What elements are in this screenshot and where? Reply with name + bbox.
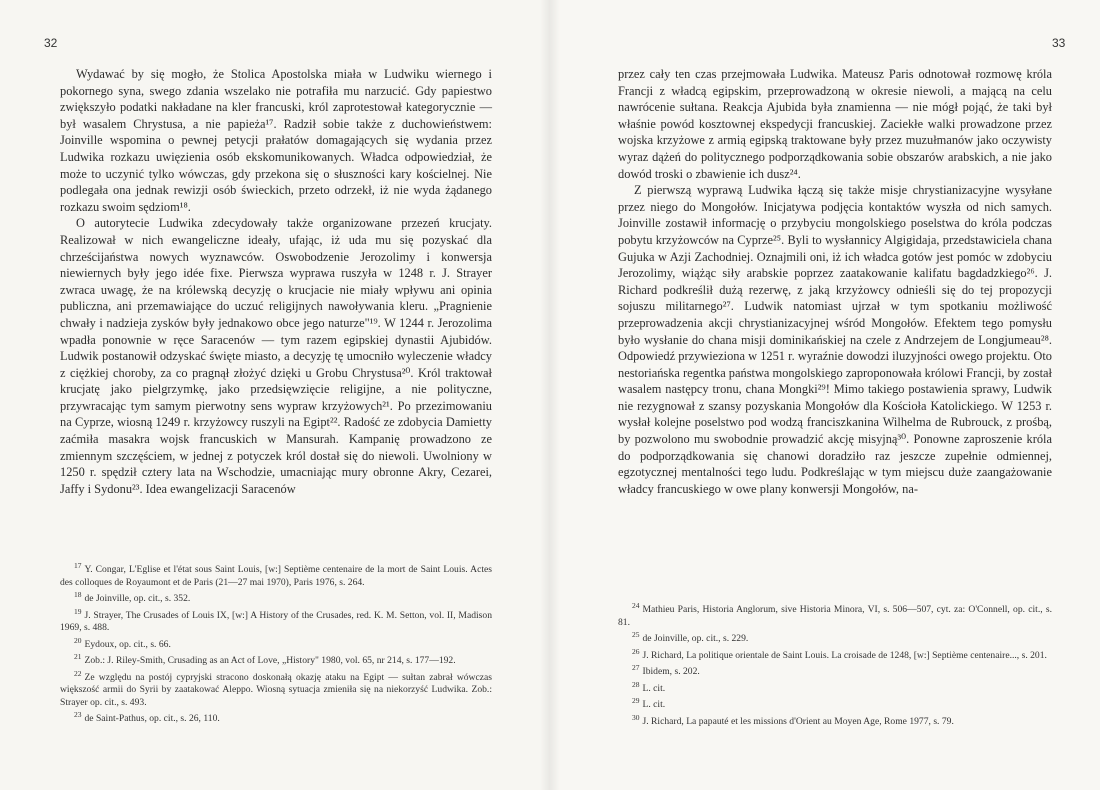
footnote: $^{21}$ Zob.: J. Riley-Smith, Crusading as an Act of Love, „History" 1980, vol. 65, nr 214, s. 177—192. [74, 652, 456, 667]
footnote: $^{30}$ J. Richard, La papauté et les missions d'Orient au Moyen Age, Rome 1977, s. 79. [632, 712, 954, 728]
footnote: $^{20}$ Eydoux, op. cit., s. 66. [74, 635, 171, 650]
page-number: 32 [44, 36, 58, 50]
footnote: $^{25}$ de Joinville, op. cit., s. 229. [632, 630, 749, 645]
footnote: $^{24}$ Mathieu Paris, Historia Anglorum, sive Historia Minora, VI, s. 506—507, cyt. za: O'Connell, op. cit., s. 81. [618, 601, 1052, 628]
footnote: $^{17}$ Y. Congar, L'Eglise et l'état sous Saint Louis, [w:] Septième centenaire de la mort de Saint Louis. Actes des colloques de Royaumont et de Paris (21—27 mai 1970), Paris 1976, s. 264. [60, 561, 492, 588]
paragraph: przez cały ten czas przejmowała Ludwika. Mateusz Paris odnotował rozmowę króla Francji z władcą egipskim, przeprowadzoną w okresie niewoli, a mającą na celu nawrócenie sułtana. Reakcja Ajubida była znamienna — nie mógł pojąć, że taki był właśnie powód kosztownej ekspedycji francuskiej. Zaciekłe walki prowadzone przez wojska krzyżowe z armią egipską traktowane były przez muzułmanów jako oczywisty wyraz dążeń do politycznego podporządkowania sobie obszarów arabskich, a nie jako dowód troski o zbawienie ich dusz²⁴. [618, 67, 1052, 181]
page-number: 33 [1052, 36, 1066, 50]
paragraph: Wydawać by się mogło, że Stolica Apostolska miała w Ludwiku wiernego i pokornego syna, swego zdania wszelako nie potrafiła mu narzucić. Gdy papiestwo zwiększyło podatki nakładane na kler francuski, król zaprotestował kategorycznie — był wasalem Chrystusa, a nie papieża¹⁷. Radził sobie także z duchowieństwem: Joinville wspomina o pewnej petycji prałatów domagających się wydania przez Ludwika rozkazu uwięzienia osób ekskomunikowanych. Władca odpowiedział, że może to uczynić tylko wówczas, gdy przekona się o słuszności kary kościelnej. Nie podlegała ona jednak rewizji osób świeckich, przeto odrzekł, iż nie wyda żądanego rozkazu swoim sędziom¹⁸. [60, 67, 492, 214]
main-text [60, 66, 492, 497]
footnote: $^{19}$ J. Strayer, The Crusades of Louis IX, [w:] A History of the Crusades, red. K. M. Setton, vol. II, Madison 1969, s. 488. [60, 606, 492, 634]
footnote: $^{27}$ Ibidem, s. 202. [632, 663, 700, 678]
footnote: $^{23}$ de Saint-Pathus, op. cit., s. 26, 110. [74, 710, 220, 725]
footnote: $^{22}$ Ze względu na postój cypryjski stracono doskonałą okazję ataku na Egipt — sułtan zabrał wówczas większość armii do Syrii by zaatakować Aleppo. Wiosną sytuacja zmieniła się na niekorzyść Ludwika. Zob.: Strayer op. cit., s. 493. [60, 668, 492, 708]
book-gutter [540, 0, 560, 790]
footnote: $^{29}$ L. cit. [632, 696, 666, 711]
main-text [618, 66, 1052, 497]
paragraph: Z pierwszą wyprawą Ludwika łączą się także misje chrystianizacyjne wysyłane przez niego do Mongołów. Inicjatywa podjęcia kontaktów wyszła od nich samych. Joinville zostawił informację o przybyciu mongolskiego poselstwa do króla podczas pobytu krzyżowców na Cyprze²⁵. Byli to wysłannicy Algigidaja, przedstawiciela chana Gujuka w Azji Zachodniej. Oznajmili oni, iż ich władca gotów jest pomóc w zdobyciu Jerozolimy, wiążąc siły arabskie poprzez zaatakowanie kalifatu bagdadzkiego²⁶. J. Richard podkreślił dużą rezerwę, z jaką krzyżowcy odnieśli się do tej propozycji sojuszu militarnego²⁷. Ludwik natomiast ujrzał w tym spotkaniu możliwość przeprowadzenia akcji chrystianizacyjnej wśród Mongołów. Efektem tego pomysłu było wysłanie do chana misji dominikańskiej na czele z Andrzejem de Longjumeau²⁸. Odpowiedź przywieziona w 1251 r. wyraźnie dowodzi iluzyjności owego projektu. Oto nestoriańska regentka państwa mongolskiego zaproponowała królowi Francji, by został wasalem następcy tronu, chana Mongki²⁹! Mimo takiego postawienia sprawy, Ludwik nie rezygnował z szansy pozyskania Mongołów dla Kościoła Katolickiego. W 1253 r. wysłał kolejne poselstwo pod wodzą franciszkanina Wilhelma de Rubrouck, z prośbą, by pozwolono mu swobodnie prowadzić akcję misyjną³⁰. Ponowne zaproszenie króla do podporządkowania się chanowi doradziło raz jeszcze zupełnie odmiennej, egzotycznej mentalności tego ludu. Podkreślając w tym miejscu duże zaangażowanie władcy francuskiego w owe plany konwersji Mongołów, na- [618, 183, 1052, 496]
paragraph: O autorytecie Ludwika zdecydowały także organizowane przezeń krucjaty. Realizował w nich ewangeliczne ideały, ufając, iż uda mu się pozyskać dla chrześcijaństwa nowych wyznawców. Oswobodzenie Jerozolimy i konwersja niewiernych były jego idée fixe. Pierwsza wyprawa ruszyła w 1248 r. J. Strayer zwraca uwagę, że na królewską decyzję o krucjacie nie miały wpływu ani opinia publiczna, ani przemawiające do uczuć religijnych nawoływania kleru. „Pragnienie chwały i nadzieja zysków były jednakowo obce jego naturze"¹⁹. W 1244 r. Jerozolima wpadła ponownie w ręce Saracenów — tym razem egipskiej dynastii Ajubidów. Ludwik postanowił odzyskać święte miasto, a decyzję tę umocniło wyleczenie władcy z ciężkiej choroby, za co pragnął złożyć dzięki u Grobu Chrystusa²⁰. Król traktował krucjatę jako pielgrzymkę, jako przedsięwzięcie religijne, a nie polityczne, przywracając tym samym pierwotny sens wypraw krzyżowych²¹. Po przezimowaniu na Cyprze, wiosną 1249 r. krzyżowcy ruszyli na Egipt²². Radość ze zdobycia Damietty zaćmiła masakra wojsk francuskich w Mansurah. Kampanię prowadzono ze zmiennym szczęściem, w jednej z potyczek król dostał się do niewoli. Uwolniony w 1250 r. spędził cztery lata na Wschodzie, umacniając mury obronne Akry, Cezarei, Jaffy i Sydonu²³. Idea ewangelizacji Saracenów [60, 216, 492, 496]
footnotes [60, 560, 492, 726]
footnotes [618, 600, 1052, 729]
footnote: $^{18}$ de Joinville, op. cit., s. 352. [74, 590, 191, 605]
right-page [550, 0, 1100, 790]
footnote: $^{28}$ L. cit. [632, 679, 666, 694]
footnote: $^{26}$ J. Richard, La politique orientale de Saint Louis. La croisade de 1248, [w:] Septième centenaire..., s. 201. [632, 646, 1047, 661]
